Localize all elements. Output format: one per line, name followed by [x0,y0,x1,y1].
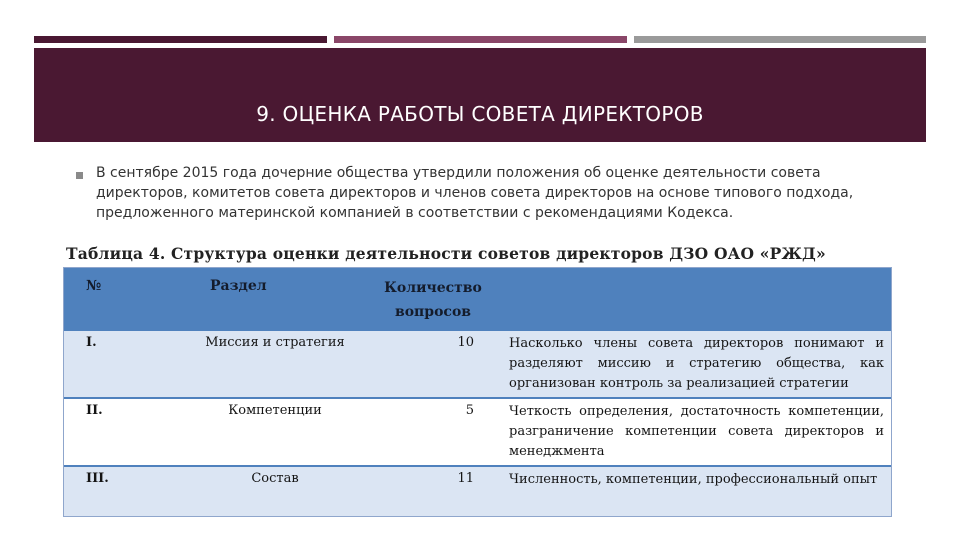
row-num: III. [86,471,109,486]
header-num: № [86,278,102,294]
row-num: I. [86,335,97,350]
slide-title: 9. ОЦЕНКА РАБОТЫ СОВЕТА ДИРЕКТОРОВ [256,102,704,126]
accent-bar-grey [634,36,926,43]
row-description: Четкость определения, достаточность компетенции, разграничение компетенции совета директоров и менеджмента [509,404,884,459]
row-num: II. [86,403,103,418]
accent-bar-mid [334,36,627,43]
header-section: Раздел [210,278,267,294]
row-section: Миссия и стратегия [205,335,345,350]
bullet-marker-icon [76,172,83,179]
row-count: 10 [457,335,474,350]
evaluation-table [63,267,892,517]
header-count-line1: Количество [384,280,482,296]
table-row [64,399,891,465]
row-section: Состав [251,471,299,486]
table-caption: Таблица 4. Структура оценки деятельности советов директоров ДЗО ОАО «РЖД» [66,244,826,263]
accent-bar-dark [34,36,327,43]
table-row [64,467,891,517]
row-count: 5 [465,403,474,418]
header-count-line2: вопросов [394,304,472,320]
header-count [364,276,502,324]
title-band [34,48,926,142]
row-section: Компетенции [228,403,322,418]
table-header [64,268,891,331]
row-description: Насколько члены совета директоров понимают и разделяют миссию и стратегию общества, как организован контроль за реализацией стратегии [509,336,884,391]
row-count: 11 [457,471,474,486]
bullet-text: В сентябре 2015 года дочерние общества утвердили положения об оценке деятельности совета директоров, комитетов совета директоров и членов совета директоров на основе типового подхода, предложенного материнской компанией в соответствии с рекомендациями Кодекса. [96,165,854,221]
table-row [64,331,891,397]
row-description: Численность, компетенции, профессиональный опыт [509,472,878,487]
